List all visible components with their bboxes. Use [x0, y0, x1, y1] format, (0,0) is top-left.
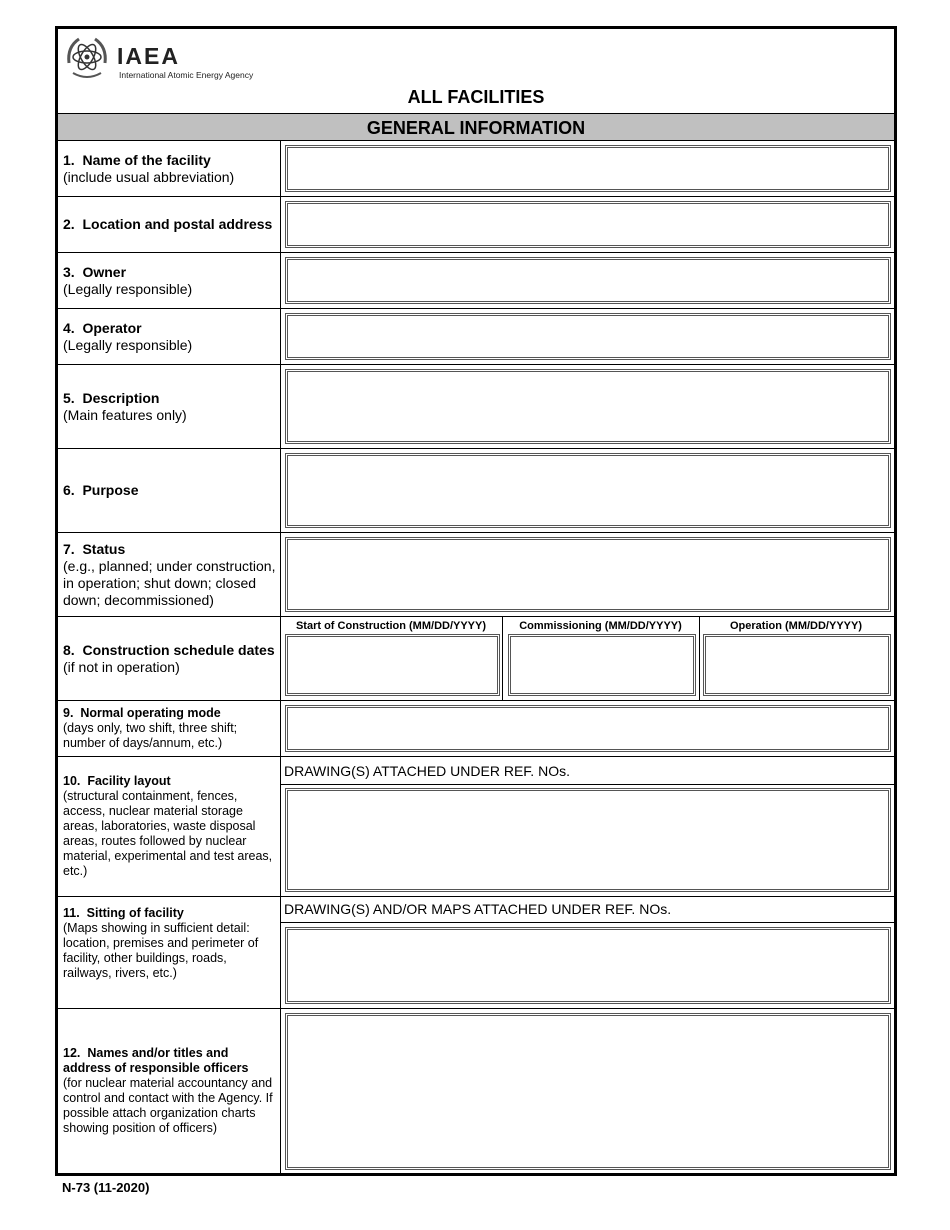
field-label-2: 2. Location and postal address	[63, 216, 273, 232]
facility-layout-ref-input[interactable]	[285, 788, 891, 892]
status-input[interactable]	[285, 537, 891, 612]
form-frame	[55, 26, 897, 1176]
logo-text: IAEA	[117, 43, 180, 69]
field-row-9	[58, 701, 894, 757]
form-number: N-73 (11-2020)	[62, 1180, 150, 1195]
logo-subtitle: International Atomic Energy Agency	[119, 70, 254, 80]
field-label-4: 4. Operator (Legally responsible)	[63, 319, 193, 353]
form-title: ALL FACILITIES	[407, 87, 545, 107]
field-row-4	[58, 309, 894, 365]
field-row-6	[58, 449, 894, 533]
siting-caption: DRAWING(S) AND/OR MAPS ATTACHED UNDER REF. NOs.	[284, 901, 672, 917]
field-row-1	[58, 141, 894, 197]
column-divider-1	[502, 617, 503, 700]
commissioning-header: Commissioning (MM/DD/YYYY)	[519, 620, 682, 632]
field-row-8	[58, 617, 894, 701]
purpose-input[interactable]	[285, 453, 891, 528]
field-row-11	[58, 897, 894, 1009]
operator-input[interactable]	[285, 313, 891, 360]
siting-ref-input[interactable]	[285, 927, 891, 1004]
operation-date-input[interactable]	[703, 634, 891, 696]
field-row-10	[58, 757, 894, 897]
responsible-officers-input[interactable]	[285, 1013, 891, 1170]
field-label-9: 9. Normal operating mode (days only, two shift, three shift; number of days/annum, etc.)	[63, 706, 238, 750]
owner-input[interactable]	[285, 257, 891, 304]
caption-divider	[280, 784, 894, 785]
operating-mode-input[interactable]	[285, 705, 891, 752]
field-label-7: 7. Status (e.g., planned; under construction, in operation; shut down; closed down; decommissioned)	[63, 540, 276, 608]
facility-name-input[interactable]	[285, 145, 891, 192]
field-label-5: 5. Description (Main features only)	[63, 389, 187, 423]
description-input[interactable]	[285, 369, 891, 444]
caption-divider	[280, 922, 894, 923]
field-row-7	[58, 533, 894, 617]
section-header: GENERAL INFORMATION	[58, 113, 894, 141]
field-label-11: 11. Sitting of facility (Maps showing in sufficient detail: location, premises and perimeter of facility, other buildings, roads, railways, rivers, etc.)	[63, 906, 259, 980]
field-row-3	[58, 253, 894, 309]
field-label-3: 3. Owner (Legally responsible)	[63, 263, 193, 297]
start-construction-header: Start of Construction (MM/DD/YYYY)	[295, 620, 487, 632]
field-label-10: 10. Facility layout (structural containment, fences, access, nuclear material storage areas, laboratories, waste disposal areas, routes followed by nuclear material, experimental and test areas, etc.)	[63, 774, 273, 878]
operation-header: Operation (MM/DD/YYYY)	[729, 620, 862, 632]
field-row-2	[58, 197, 894, 253]
field-label-1: 1. Name of the facility (include usual abbreviation)	[63, 151, 235, 185]
start-construction-date-input[interactable]	[285, 634, 500, 696]
field-label-8: 8. Construction schedule dates (if not in operation)	[63, 641, 275, 675]
iaea-logo	[63, 33, 263, 81]
field-row-12	[58, 1009, 894, 1173]
field-row-5	[58, 365, 894, 449]
commissioning-date-input[interactable]	[508, 634, 696, 696]
facility-layout-caption: DRAWING(S) ATTACHED UNDER REF. NOs.	[284, 763, 570, 779]
atom-emblem-icon	[63, 33, 111, 81]
field-label-12: 12. Names and/or titles and address of responsible officers (for nuclear material accountancy and control and contact with the Agency. If possible attach organization charts showing position of officers)	[63, 1046, 273, 1135]
location-address-input[interactable]	[285, 201, 891, 248]
field-label-6: 6. Purpose	[63, 482, 139, 498]
column-divider-2	[699, 617, 700, 700]
